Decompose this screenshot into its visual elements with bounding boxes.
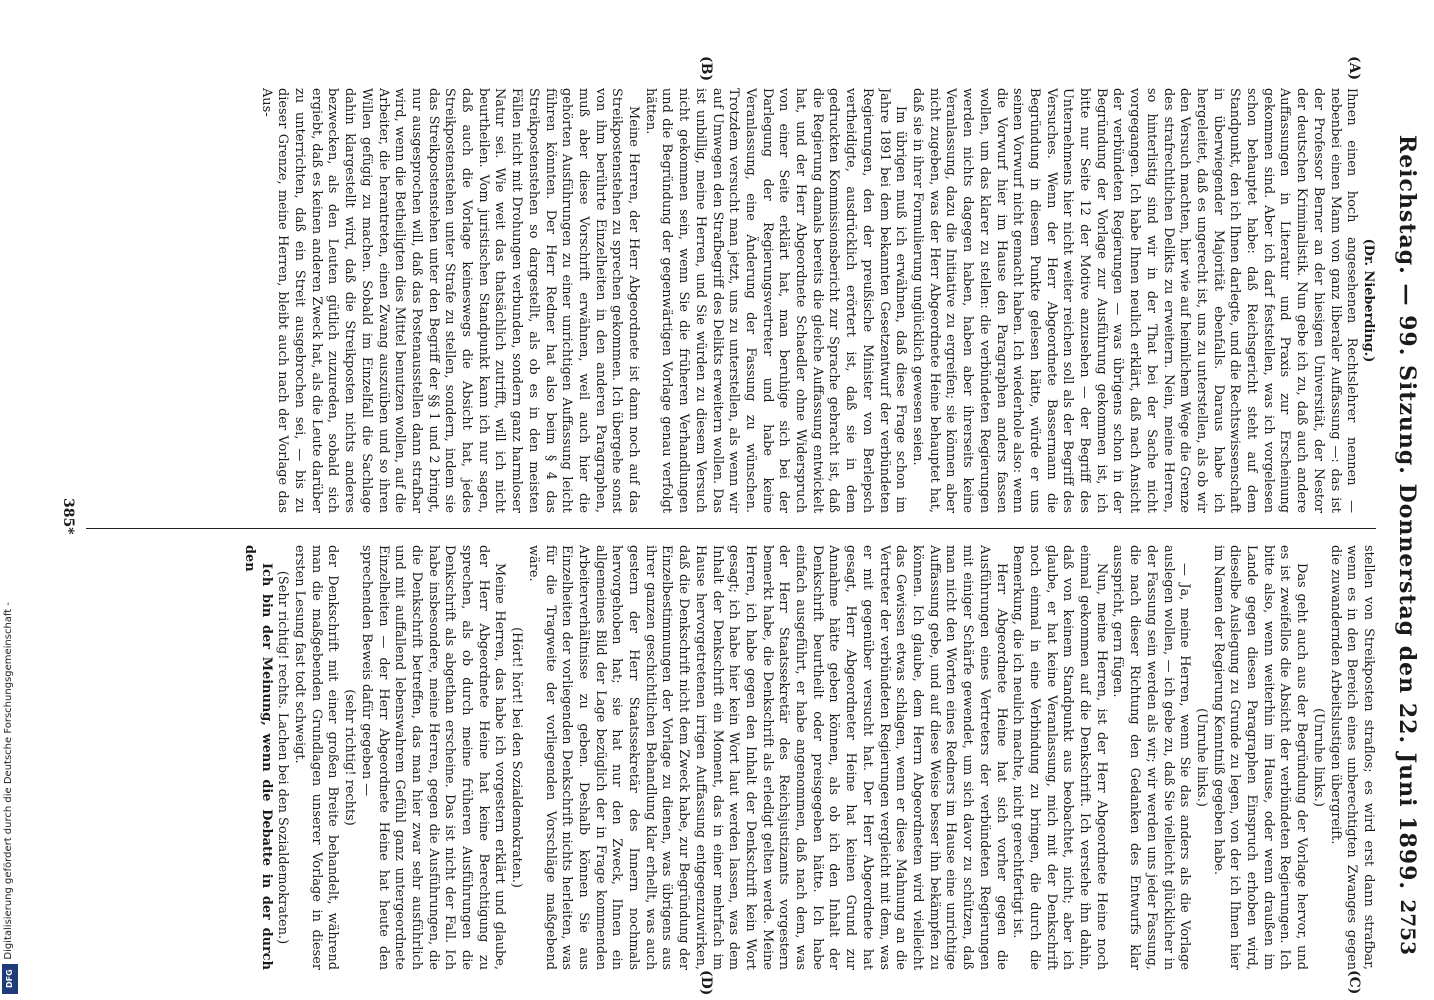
paragraph: Im übrigen muß ich erwähnen, daß diese Frage schon im Jahre 1891 bei dem bekannten Gesetzentwurf der verbündeten Regierungen, den der preußische Minister von Berlepsch vertheidigte, ausdrücklich erörtert ist, daß sie in dem gedruckten Kommissionsbericht zur Sprache gebracht ist, daß die Regierung damals bereits die gleiche Auffassung entwickelt hat, und der Herr Abgeordnete Schaedler ohne Widerspruch von einer Seite erklärt hat, man beruhige sich bei der Darlegung der Regierungsvertreter und habe keine Veranlassung, eine Änderung der Fassung zu wünschen. Trotzdem versucht man jetzt, uns zu unterstellen, als wenn wir auf Umwegen den Strafbegriff des Delikts erweitern wollen. Das ist unbillig, meine Herren, und Sie würden zu diesem Versuch nicht gekommen sein, wenn Sie die früheren Verhandlungen und die Begründung der gegenwärtigen Vorlage genau verfolgt hätten. <box>642 88 909 513</box>
paragraph: Meine Herren, das habe ich vorgestern erklärt und glaube, der Herr Abgeordnete Heine hat keine Berechtigung zu sprechen, als ob durch meine früheren Ausführungen die Denkschrift als abgethan erscheine. Das ist nicht der Fall. Ich habe insbesondere, meine Herren, gegen die Ausführungen, die die Denkschrift betreffen, das man hier zwar sehr ausführlich und mit auffallend lebenswahrem Gefühl ganz untergeordnete Einzelheiten — der Herr Abgeordnete Heine hat heute den sprechenden Beweis dafür gegeben — <box>358 545 508 970</box>
margin-marker-b: (B) <box>698 56 714 82</box>
digitization-footer <box>0 0 22 1000</box>
dfg-logo: DFG <box>2 964 18 994</box>
speaker-label: (Dr. Nieberding.) <box>1361 238 1376 363</box>
paragraph: der Denkschrift mit einer großen Breite behandelt, während man die maßgebenden Grundlagen unserer Vorlage in dieser ersten Lesung fast todt schweigt. <box>292 545 341 970</box>
paragraph: Nun, meine Herren, ist der Herr Abgeordnete Heine noch einmal gekommen auf die Denkschrift. Ich verstehe ihn dahin, daß von keinem Standpunkt aus beobachtet, nicht; aber ich glaube, er hat keine Veranlassung, mich mit der Denkschrift noch einmal in eine Verbindung zu bringen, die durch die Bemerkung, die ich neulich machte, nicht gerechtfertigt ist. <box>1010 545 1109 970</box>
page-number: 2753 <box>1396 899 1420 955</box>
paragraph: Herr Abgeordnete Heine hat sich vorher gegen die Ausführungen eines Vertreters der verbündeten Regierungen mit einiger Schärfe gewendet, um sich davor zu schützen, daß man nicht den Worten eines Redners im Hause eine unrichtige Auffassung gebe, und auf diese Weise besser ihn bekämpfen zu können. Ich glaube, dem Herrn Abgeordneten wird vielleicht das Gewissen etwas schlagen, wenn er diese Mahnung an die Vertreter der verbündeten Regierungen vergleicht mit dem, was er mit gegenüber versucht hat. Der Herr Abgeordnete hat gesagt, Herr Abgeordneter Heine hat keinen Grund zur Annahme hätte geben können, als ob ich den Inhalt der Denkschrift beurtheilt oder preisgegeben hätte. Ich habe einfach ausgeführt, er habe angenommen, daß nach dem, was der Herr Staatssekretär des Reichsjustizamts vorgestern bemerkt habe, die Denkschrift als erledigt gelten werde. Meine Herren, ich habe gegen den Inhalt der Denkschrift kein Wort gesagt; ich habe hier kein Wort laut werden lassen, was dem Inhalt der Denkschrift ein Moment, das in einer mehrfach im Hause hervorgetretenen irrigen Auffassung entgegenzuwirken, daß die Denkschrift nicht dem Zweck habe, zur Begründung der Einzelbestimmungen der Vorlage zu dienen, was übrigens aus ihrer ganzen geschichtlichen Behandlung klar erhellt, was auch gestern der Herr Staatssekretär des Innern nochmals hervorgehoben hat; sie hat nur den Zweck, Ihnen ein allgemeines Bild der Lage bezüglich der in Frage kommenden Arbeiterverhältnisse zu geben. Deshalb können Sie aus Einzelheiten der vorliegenden Denkschrift nichts herleiten, was für die Tragweite der vorliegenden Vorschläge maßgebend wäre. <box>525 545 1009 970</box>
running-head: Reichstag. — 99. Sitzung. Donnerstag den 22. Juni 1899. <box>1394 134 1420 891</box>
interjection: (Unruhe links.) <box>1310 708 1326 807</box>
interjection: (sehr richtig! rechts) <box>342 689 358 826</box>
signature-mark: 385* <box>60 498 76 535</box>
paragraph: Meine Herren, der Herr Abgeordnete ist dann noch auf das Streikpostenstehen zu sprechen gekommen. Ich übergehe sonst von ihm berührte Einzelheiten in den anderen Paragraphen, muß aber diese Vorschrift erwähnen, weil auch hier die gehörten Ausführungen zu einer unrichtigen Auffassung leicht führen könnten. Der Herr Redner hat also beim § 4 das Streikpostenstehen so dargestellt, als ob es in den meisten Fällen nicht mit Drohungen verbunden, sondern ganz harmloser Natur sei. Wie weit das thatsächlich zutrifft, will ich nicht beurtheilen. Vom juristischen Standpunkt kann ich nur sagen, daß auch die Vorlage keineswegs die Absicht hat, jedes Streikpostenstehen unter Strafe zu stellen, sondern, indem sie das Streikpostenstehen unter den Begriff der §§ 1 und 2 bringt, nur ausgesprochen will, daß das Postenausstellen dann strafbar wird, wenn die Betheiligten dies Mittel benutzen wollen, auf die Arbeiter, die herantreten, einen Zwang auszuüben und so ihren Willen gefügig zu machen. Sobald im Einzelfall die Sachlage dahin klargestellt wird, daß die Streikposten nichts anderes bezwecken, als den Leuten gütlich zuzureden, sobald sich ergiebt, daß es keinen anderen Zweck hat, als die Leute darüber zu unterrichten, daß ein Streit ausgebrochen sei, — bis zu dieser Grenze, meine Herren, bleibt auch nach der Vorlage das Aus- <box>258 88 642 513</box>
margin-marker-c: (C) <box>1346 970 1362 995</box>
left-column <box>96 88 1376 513</box>
interjection: (Sehr richtig! rechts. Lachen bei den Sozialdemokraten.) <box>275 570 291 945</box>
interjection: (Hört! hört! bei den Sozialdemokraten.) <box>509 627 525 888</box>
column-divider <box>86 528 1376 529</box>
margin-marker-d: (D) <box>698 970 714 996</box>
footer-text: Digitalisierung gefördert durch die Deutsche Forschungsgemeinschaft - <box>3 602 14 960</box>
paragraph: Ihnen einen hoch angesehenen Rechtslehrer nennen — nebenbei einen Mann von ganz liberaler Auffassung —: das ist der Professor Berner an der hiesigen Universität, der Nestor der deutschen Kriminalistik. Nun gebe ich zu, daß auch andere Auffassungen in Literatur und Praxis zur Erscheinung gekommen sind. Aber ich darf feststellen, was ich vorgelesen schon behauptet habe: daß Reichsgericht steht auf dem Standpunkt, den ich Ihnen darlegte, und die Rechtswissenschaft in überwiegender Majorität ebenfalls. Daraus habe ich hergeleitet, daß es ungerecht ist, uns zu unterstellen, als ob wir den Versuch machten, hier wie auf heimlichem Wege die Grenze des strafrechtlichen Delikts zu erweitern. Nein, meine Herren, so hinterlistig sind wir in der That bei der Sache nicht vorgegangen. Ich habe Ihnen neulich erklärt, daß nach Ansicht der verbündeten Regierungen — was übrigens schon in der Begründung der Vorlage zur Ausführung gekommen ist, ich bitte nur Seite 12 der Motive anzusehen — der Begriff des Unternehmens hier nicht weiter reichen soll als der Begriff des Versuches. Wenn der Herr Abgeordnete Bassermann die Begründung in diesem Punkte gelesen hätte, würde er uns seinen Vorwurf nicht gemacht haben. Ich wiederhole also: wenn die Vorwurf hier im Hause den Paragraphen anders fassen wollen, um das klarer zu stellen: die verbündeten Regierungen werden nichts dagegen haben, haben aber ihrerseits keine Veranlassung, dazu die Initiative zu ergreifen; sie können aber nicht zugeben, was der Herr Abgeordnete Heine behauptet hat, daß sie in ihrer Formulierung unglücklich gewesen seien. <box>910 88 1360 513</box>
paragraph: Das geht auch aus der Begründung der Vorlage hervor, und es ist zweifellos die Absicht der verbündeten Regierungen. Ich bitte also, wenn weiterhin im Hause, oder wenn draußen im Lande gegen diesen Paragraphen Einspruch erhoben wird, dieselbe Auslegung zu Grunde zu legen, von der ich Ihnen hier im Namen der Regierung Kenntniß gegeben habe. <box>1210 545 1310 970</box>
margin-marker-a: (A) <box>1346 56 1362 81</box>
paragraph: — Ja, meine Herren, wenn Sie das anders als die Vorlage auslegen wollen, — ich gebe zu, daß Sie vielleicht glücklicher in der Fassung sein werden als wir; wir werden uns jeder Fassung, die nach dieser Richtung den Gedanken des Entwurfs klar ausspricht, gern fügen. <box>1110 545 1193 970</box>
right-column <box>96 545 1376 970</box>
interjection: (Unruhe links.) <box>1193 708 1209 807</box>
paragraph: stellen von Streikposten straflos; es wird erst dann strafbar, wenn es in den Bereich eines unberechtigten Zwanges gegen die zuwandernden Arbeitslustigen übergreift. <box>1327 545 1376 970</box>
paragraph: Ich bin der Meinung, wenn die Debatte in der durch den <box>241 545 274 970</box>
page-header <box>1382 70 1426 955</box>
